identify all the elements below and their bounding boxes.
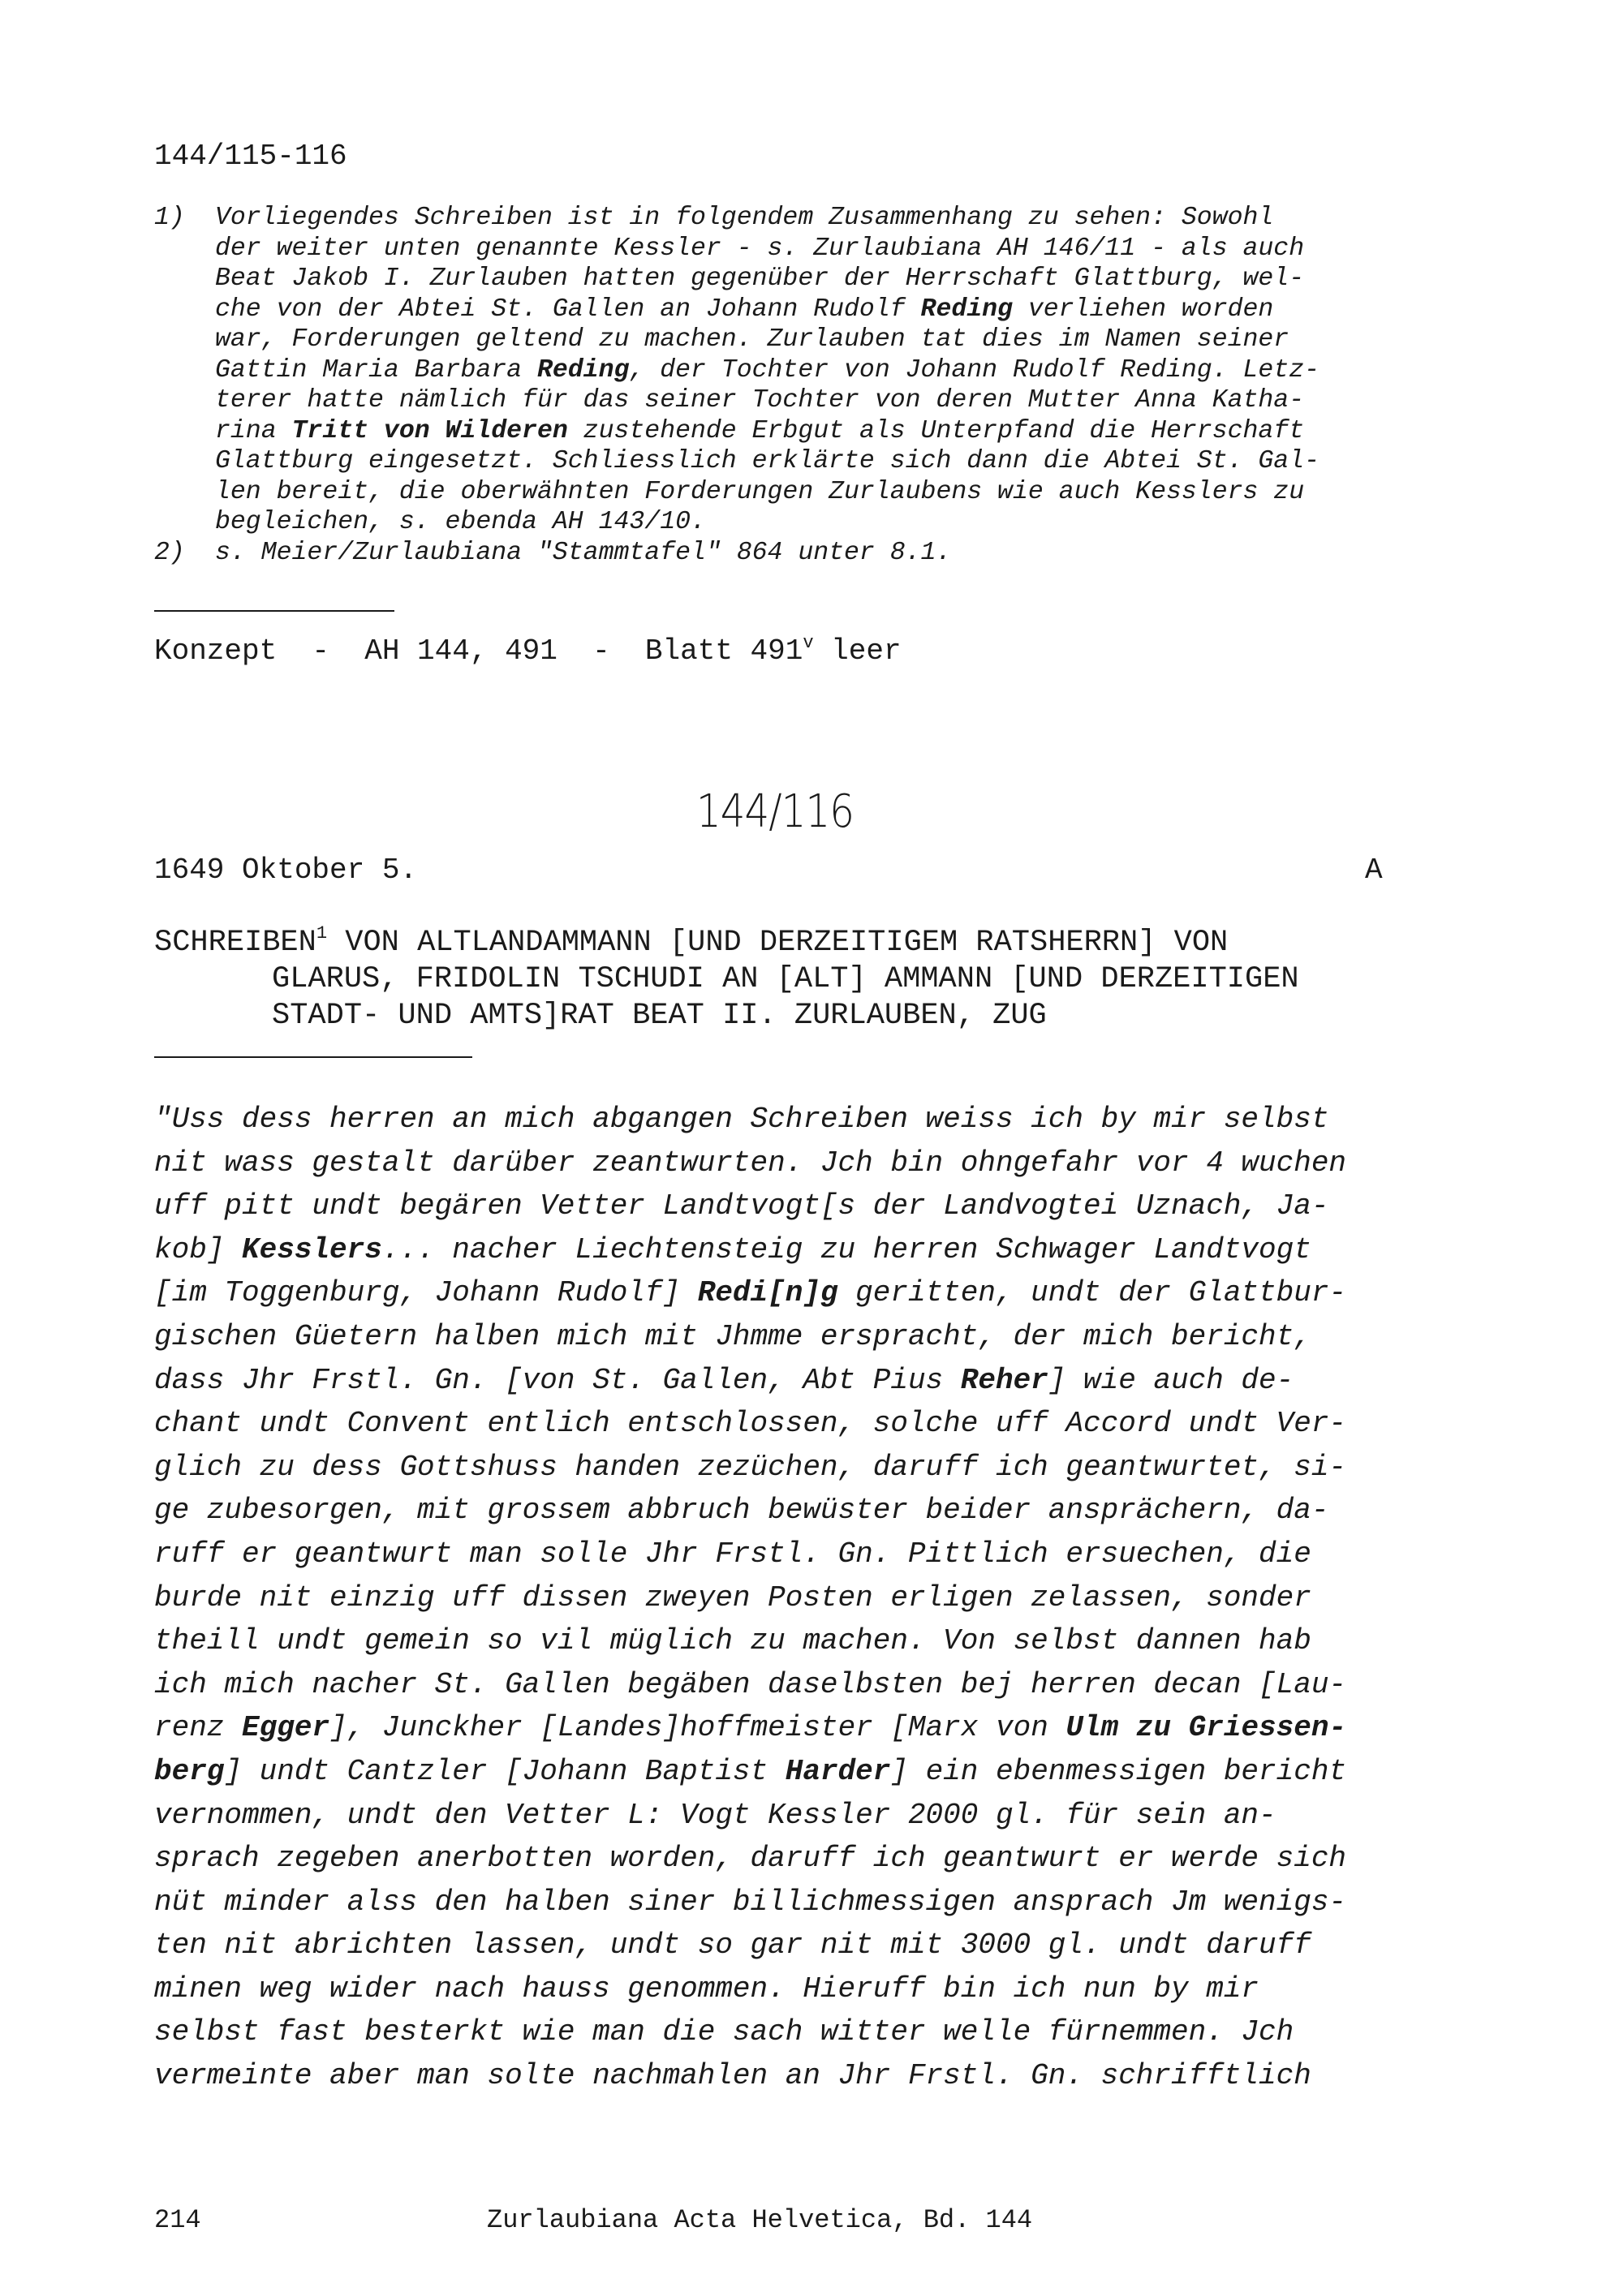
footnote-1-line: Glattburg eingesetzt. Schliesslich erklärte sich dann die Abtei St. Gal- bbox=[215, 447, 1320, 475]
footnote-number: 2) bbox=[154, 538, 185, 567]
body-line: vernommen, undt den Vetter L: Vogt Kessler 2000 gl. für sein an- bbox=[154, 1798, 1276, 1832]
footnote-1-line: war, Forderungen geltend zu machen. Zurlauben tat dies im Namen seiner bbox=[215, 325, 1289, 354]
heading-divider bbox=[154, 1056, 472, 1058]
footnotes bbox=[154, 203, 1319, 568]
document-heading bbox=[154, 915, 1299, 1034]
body-line: berg] undt Cantzler [Johann Baptist Harder] ein ebenmessigen bericht bbox=[154, 1754, 1347, 1788]
heading-line: STADT- UND AMTS]RAT BEAT II. ZURLAUBEN, ZUG bbox=[272, 999, 1047, 1033]
letter-body bbox=[154, 1098, 1346, 2098]
document-marker: A bbox=[1365, 853, 1383, 887]
publication-title: Zurlaubiana Acta Helvetica, Bd. 144 bbox=[487, 2205, 1033, 2235]
name-emphasis: Reding bbox=[536, 355, 630, 385]
document-date: 1649 Oktober 5. bbox=[154, 853, 418, 887]
name-emphasis: berg bbox=[154, 1754, 225, 1788]
body-line: burde nit einzig uff dissen zweyen Posten erligen zelassen, sonder bbox=[154, 1580, 1311, 1615]
name-emphasis: Harder bbox=[785, 1754, 891, 1788]
footnote-1-line: terer hatte nämlich für das seiner Tochter von deren Mutter Anna Katha- bbox=[215, 386, 1305, 415]
name-emphasis: Kesslers bbox=[242, 1232, 382, 1266]
name-emphasis: Ulm zu Griessen- bbox=[1065, 1711, 1347, 1745]
heading-line: GLARUS, FRIDOLIN TSCHUDI AN [ALT] AMMANN [UND DERZEITIGEN bbox=[272, 962, 1299, 996]
footnote-1-line: der weiter unten genannte Kessler - s. Zurlaubiana AH 146/11 - als auch bbox=[215, 234, 1305, 263]
name-emphasis: Reding bbox=[920, 295, 1013, 324]
footnote-ref: 1 bbox=[316, 923, 328, 944]
footnote-2-line: 2) s. Meier/Zurlaubiana "Stammtafel" 864 unter 8.1. bbox=[154, 538, 952, 567]
body-line: theill undt gemein so vil müglich zu machen. Von selbst dannen hab bbox=[154, 1624, 1311, 1658]
body-line: minen weg wider nach hauss genommen. Hieruff bin ich nun by mir bbox=[154, 1971, 1259, 2006]
body-line: chant undt Convent entlich entschlossen, solche uff Accord undt Ver- bbox=[154, 1407, 1347, 1441]
body-line: glich zu dess Gottshuss handen zezüchen, daruff ich geantwurtet, si- bbox=[154, 1450, 1347, 1484]
footnote-1-line: che von der Abtei St. Gallen an Johann Rudolf Reding verliehen worden bbox=[215, 295, 1274, 324]
name-emphasis: Egger bbox=[242, 1711, 330, 1745]
body-line: ruff er geantwurt man solle Jhr Frstl. Gn. Pittlich ersuechen, die bbox=[154, 1537, 1311, 1571]
name-emphasis: Reher bbox=[960, 1363, 1048, 1397]
footnote-1-line: len bereit, die oberwähnten Forderungen Zurlaubens wie auch Kesslers zu bbox=[215, 477, 1305, 506]
body-line: "Uss dess herren an mich abgangen Schreiben weiss ich by mir selbst bbox=[154, 1103, 1329, 1136]
body-line: sprach zegeben anerbotten worden, daruff ich geantwurt er werde sich bbox=[154, 1842, 1347, 1876]
body-line: uff pitt undt begären Vetter Landtvogt[s der Landvogtei Uznach, Ja- bbox=[154, 1189, 1329, 1223]
konzept-line: Konzept - AH 144, 491 - Blatt 491$^v$ leer bbox=[154, 633, 902, 668]
body-line: nit wass gestalt darüber zeantwurten. Jch bin ohngefahr vor 4 wuchen bbox=[154, 1146, 1347, 1180]
page-number: 214 bbox=[154, 2205, 201, 2235]
heading-line: SCHREIBEN$^1$ VON ALTLANDAMMANN [UND DERZEITIGEM RATSHERRN] VON bbox=[154, 923, 1229, 960]
body-line: ge zubesorgen, mit grossem abbruch bewüster beider ansprächern, da- bbox=[154, 1494, 1329, 1528]
body-line: nüt minder alss den halben siner billichmessigen ansprach Jm wenigs- bbox=[154, 1885, 1347, 1919]
body-line: dass Jhr Frstl. Gn. [von St. Gallen, Abt Pius Reher] wie auch de- bbox=[154, 1363, 1294, 1397]
body-line: [im Toggenburg, Johann Rudolf] Redi[n]g geritten, undt der Glattbur- bbox=[154, 1276, 1347, 1310]
footnote-number: 1) bbox=[154, 204, 185, 232]
footnote-divider bbox=[154, 610, 394, 612]
document-number: 144/116 bbox=[696, 785, 855, 838]
body-line: kob] Kesslers... nacher Liechtensteig zu herren Schwager Landtvogt bbox=[154, 1232, 1311, 1266]
footnote-1-line: Beat Jakob I. Zurlauben hatten gegenüber der Herrschaft Glattburg, wel- bbox=[215, 264, 1305, 293]
footnote-1-line: rina Tritt von Wilderen zustehende Erbgut als Unterpfand die Herrschaft bbox=[215, 416, 1305, 445]
body-line: renz Egger], Junckher [Landes]hoffmeister [Marx von Ulm zu Griessen- bbox=[154, 1711, 1347, 1745]
page-reference: 144/115-116 bbox=[154, 140, 347, 173]
footnote-1-line: begleichen, s. ebenda AH 143/10. bbox=[215, 508, 706, 536]
name-emphasis: Redi[n]g bbox=[697, 1276, 838, 1310]
body-line: ten nit abrichten lassen, undt so gar nit mit 3000 gl. undt daruff bbox=[154, 1928, 1311, 1963]
body-line: selbst fast besterkt wie man die sach witter welle fürnemmen. Jch bbox=[154, 2015, 1294, 2049]
footnote-1-line: Gattin Maria Barbara Reding, der Tochter von Johann Rudolf Reding. Letz- bbox=[215, 355, 1320, 385]
body-line: ich mich nacher St. Gallen begäben daselbsten bej herren decan [Lau- bbox=[154, 1667, 1347, 1701]
verso-superscript: v bbox=[803, 633, 814, 653]
footnote-1-line: 1) Vorliegendes Schreiben ist in folgendem Zusammenhang zu sehen: Sowohl bbox=[154, 204, 1274, 232]
body-line: vermeinte aber man solte nachmahlen an Jhr Frstl. Gn. schrifftlich bbox=[154, 2059, 1311, 2093]
body-line: gischen Güetern halben mich mit Jhmme erspracht, der mich bericht, bbox=[154, 1319, 1311, 1353]
name-emphasis: Tritt von Wilderen bbox=[291, 416, 568, 445]
